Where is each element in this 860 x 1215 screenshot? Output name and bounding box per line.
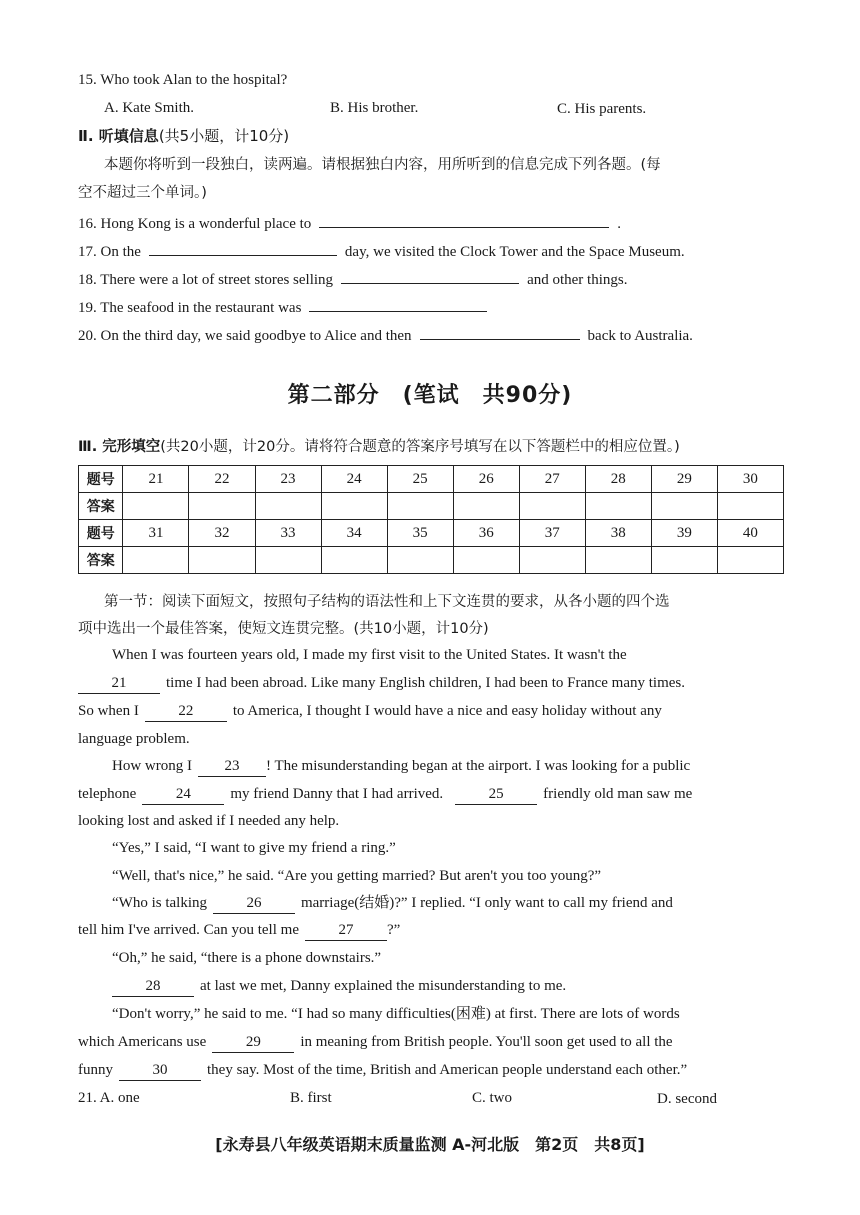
question-17 (78, 240, 685, 262)
passage-line: language problem. (78, 731, 190, 747)
label-question-no: 题号 (79, 466, 123, 493)
answer-cell[interactable] (189, 493, 255, 520)
answer-cell[interactable] (321, 547, 387, 574)
passage-text: funny (78, 1062, 113, 1078)
blank-22[interactable]: 22 (145, 702, 227, 722)
answer-cell[interactable] (717, 547, 783, 574)
answer-cell[interactable] (387, 547, 453, 574)
passage-line (78, 701, 662, 722)
qno-cell: 22 (189, 466, 255, 493)
answer-cell[interactable] (321, 493, 387, 520)
answer-blank-17[interactable] (149, 240, 337, 256)
blank-25[interactable]: 25 (455, 785, 537, 805)
answer-cell[interactable] (519, 547, 585, 574)
qno-cell: 33 (255, 520, 321, 547)
answer-cell[interactable] (651, 493, 717, 520)
qno-cell: 25 (387, 466, 453, 493)
passage-line (78, 1032, 673, 1053)
passage-text: to America, I thought I would have a nice and easy holiday without any (232, 703, 662, 719)
section-3-note: (共20小题，计20分。请将符合题意的答案序号填写在以下答题栏中的相应位置。) (160, 439, 680, 455)
blank-29[interactable]: 29 (212, 1033, 294, 1053)
section-2-heading (78, 126, 289, 146)
answer-blank-19[interactable] (309, 296, 487, 312)
answer-blank-16[interactable] (319, 212, 609, 228)
question-18 (78, 268, 627, 290)
qno-cell: 28 (585, 466, 651, 493)
option-21b: B. first (290, 1090, 332, 1106)
question-18-end: and other things. (527, 272, 628, 288)
page-footer: [永寿县八年级英语期末质量监测 A-河北版 第2页 共8页] (215, 1135, 645, 1154)
passage-text: in meaning from British people. You'll soon get used to all the (300, 1034, 673, 1050)
answer-cell[interactable] (585, 493, 651, 520)
answer-cell[interactable] (585, 547, 651, 574)
answer-cell[interactable] (717, 493, 783, 520)
label-answer: 答案 (79, 493, 123, 520)
passage-line (78, 920, 400, 941)
question-15-stem: 15. Who took Alan to the hospital? (78, 72, 288, 88)
table-row (79, 520, 784, 547)
answer-cell[interactable] (387, 493, 453, 520)
answer-cell[interactable] (189, 547, 255, 574)
qno-cell: 38 (585, 520, 651, 547)
question-21-stem: 21. A. one (78, 1090, 140, 1106)
answer-blank-18[interactable] (341, 268, 519, 284)
question-19 (78, 296, 495, 318)
option-21d: D. second (657, 1091, 717, 1107)
passage-line: “Don't worry,” he said to me. “I had so many difficulties(困难) at first. There are lots of words (112, 1006, 680, 1022)
passage-text: telephone (78, 786, 137, 802)
question-20-end: back to Australia. (587, 328, 693, 344)
blank-21[interactable]: 21 (78, 674, 160, 694)
qno-cell: 23 (255, 466, 321, 493)
passage-line: When I was fourteen years old, I made my first visit to the United States. It wasn't the (112, 647, 627, 663)
question-18-text: 18. There were a lot of street stores selling (78, 272, 334, 288)
passage-text: tell him I've arrived. Can you tell me (78, 922, 299, 938)
answer-cell[interactable] (453, 493, 519, 520)
question-16 (78, 212, 621, 234)
qno-cell: 31 (123, 520, 189, 547)
passage-text: they say. Most of the time, British and American people understand each other.” (207, 1062, 688, 1078)
qno-cell: 29 (651, 466, 717, 493)
part-1-instruction-1: 第一节：阅读下面短文，按照句子结构的语法性和上下文连贯的要求，从各小题的四个选 (104, 594, 670, 610)
blank-23[interactable]: 23 (198, 757, 266, 777)
passage-text: How wrong I (112, 758, 192, 774)
table-row (79, 466, 784, 493)
blank-30[interactable]: 30 (119, 1061, 201, 1081)
question-16-text: 16. Hong Kong is a wonderful place to (78, 216, 312, 232)
answer-cell[interactable] (123, 493, 189, 520)
passage-line: “Yes,” I said, “I want to give my friend a ring.” (112, 840, 396, 856)
qno-cell: 34 (321, 520, 387, 547)
answer-table (78, 465, 784, 574)
passage-text: friendly old man saw me (543, 786, 693, 802)
question-20 (78, 324, 693, 346)
blank-27[interactable]: 27 (305, 921, 387, 941)
section-2-title: Ⅱ. 听填信息 (78, 127, 159, 145)
table-row (79, 547, 784, 574)
passage-line (112, 976, 566, 997)
section-2-note: (共5小题，计10分) (158, 127, 290, 145)
option-15a: A. Kate Smith. (104, 100, 194, 116)
answer-blank-20[interactable] (420, 324, 580, 340)
passage-text: which Americans use (78, 1034, 207, 1050)
passage-text: my friend Danny that I had arrived. (230, 786, 444, 802)
passage-text: at last we met, Danny explained the misunderstanding to me. (200, 978, 567, 994)
question-19-text: 19. The seafood in the restaurant was (78, 300, 302, 316)
passage-line: looking lost and asked if I needed any help. (78, 813, 340, 829)
answer-cell[interactable] (255, 547, 321, 574)
label-answer: 答案 (79, 547, 123, 574)
part-2-title: 第二部分 (笔试 共90分) (287, 383, 573, 408)
section-3-title: Ⅲ. 完形填空 (78, 439, 161, 455)
answer-cell[interactable] (519, 493, 585, 520)
passage-text: marriage(结婚)?” I replied. “I only want to call my friend and (300, 895, 673, 911)
section-2-instruction-2: 空不超过三个单词。) (78, 185, 207, 201)
answer-cell[interactable] (255, 493, 321, 520)
qno-cell: 36 (453, 520, 519, 547)
table-row (79, 493, 784, 520)
option-15b: B. His brother. (330, 100, 419, 116)
blank-24[interactable]: 24 (142, 785, 224, 805)
passage-line (78, 784, 692, 805)
qno-cell: 35 (387, 520, 453, 547)
question-17-end: day, we visited the Clock Tower and the Space Museum. (344, 244, 685, 260)
blank-28[interactable]: 28 (112, 977, 194, 997)
answer-cell[interactable] (123, 547, 189, 574)
passage-text: ! The misunderstanding began at the airport. I was looking for a public (266, 758, 691, 774)
part-1-instruction-2: 项中选出一个最佳答案，使短文连贯完整。(共10小题，计10分) (78, 621, 489, 637)
answer-cell[interactable] (453, 547, 519, 574)
qno-cell: 40 (717, 520, 783, 547)
section-3-heading (78, 437, 680, 457)
label-question-no: 题号 (79, 520, 123, 547)
question-16-end: . (617, 216, 622, 232)
question-20-text: 20. On the third day, we said goodbye to Alice and then (78, 328, 412, 344)
passage-line (78, 673, 685, 694)
passage-line (78, 1060, 687, 1081)
blank-26[interactable]: 26 (213, 894, 295, 914)
passage-text: time I had been abroad. Like many English children, I had been to France many times. (166, 675, 686, 691)
passage-text: So when I (78, 703, 139, 719)
section-2-instruction-1: 本题你将听到一段独白，读两遍。请根据独白内容，用所听到的信息完成下列各题。(每 (104, 157, 661, 173)
passage-text: ?” (386, 922, 401, 938)
passage-line: “Well, that's nice,” he said. “Are you getting married? But aren't you too young?” (112, 868, 602, 884)
option-15c: C. His parents. (557, 101, 647, 117)
passage-line (112, 756, 690, 777)
qno-cell: 32 (189, 520, 255, 547)
qno-cell: 30 (717, 466, 783, 493)
qno-cell: 26 (453, 466, 519, 493)
qno-cell: 24 (321, 466, 387, 493)
qno-cell: 21 (123, 466, 189, 493)
qno-cell: 37 (519, 520, 585, 547)
answer-cell[interactable] (651, 547, 717, 574)
passage-line: “Oh,” he said, “there is a phone downstairs.” (112, 950, 382, 966)
option-21c: C. two (472, 1090, 513, 1106)
qno-cell: 39 (651, 520, 717, 547)
passage-line (112, 893, 673, 914)
question-17-text: 17. On the (78, 244, 141, 260)
qno-cell: 27 (519, 466, 585, 493)
passage-text: “Who is talking (112, 895, 207, 911)
